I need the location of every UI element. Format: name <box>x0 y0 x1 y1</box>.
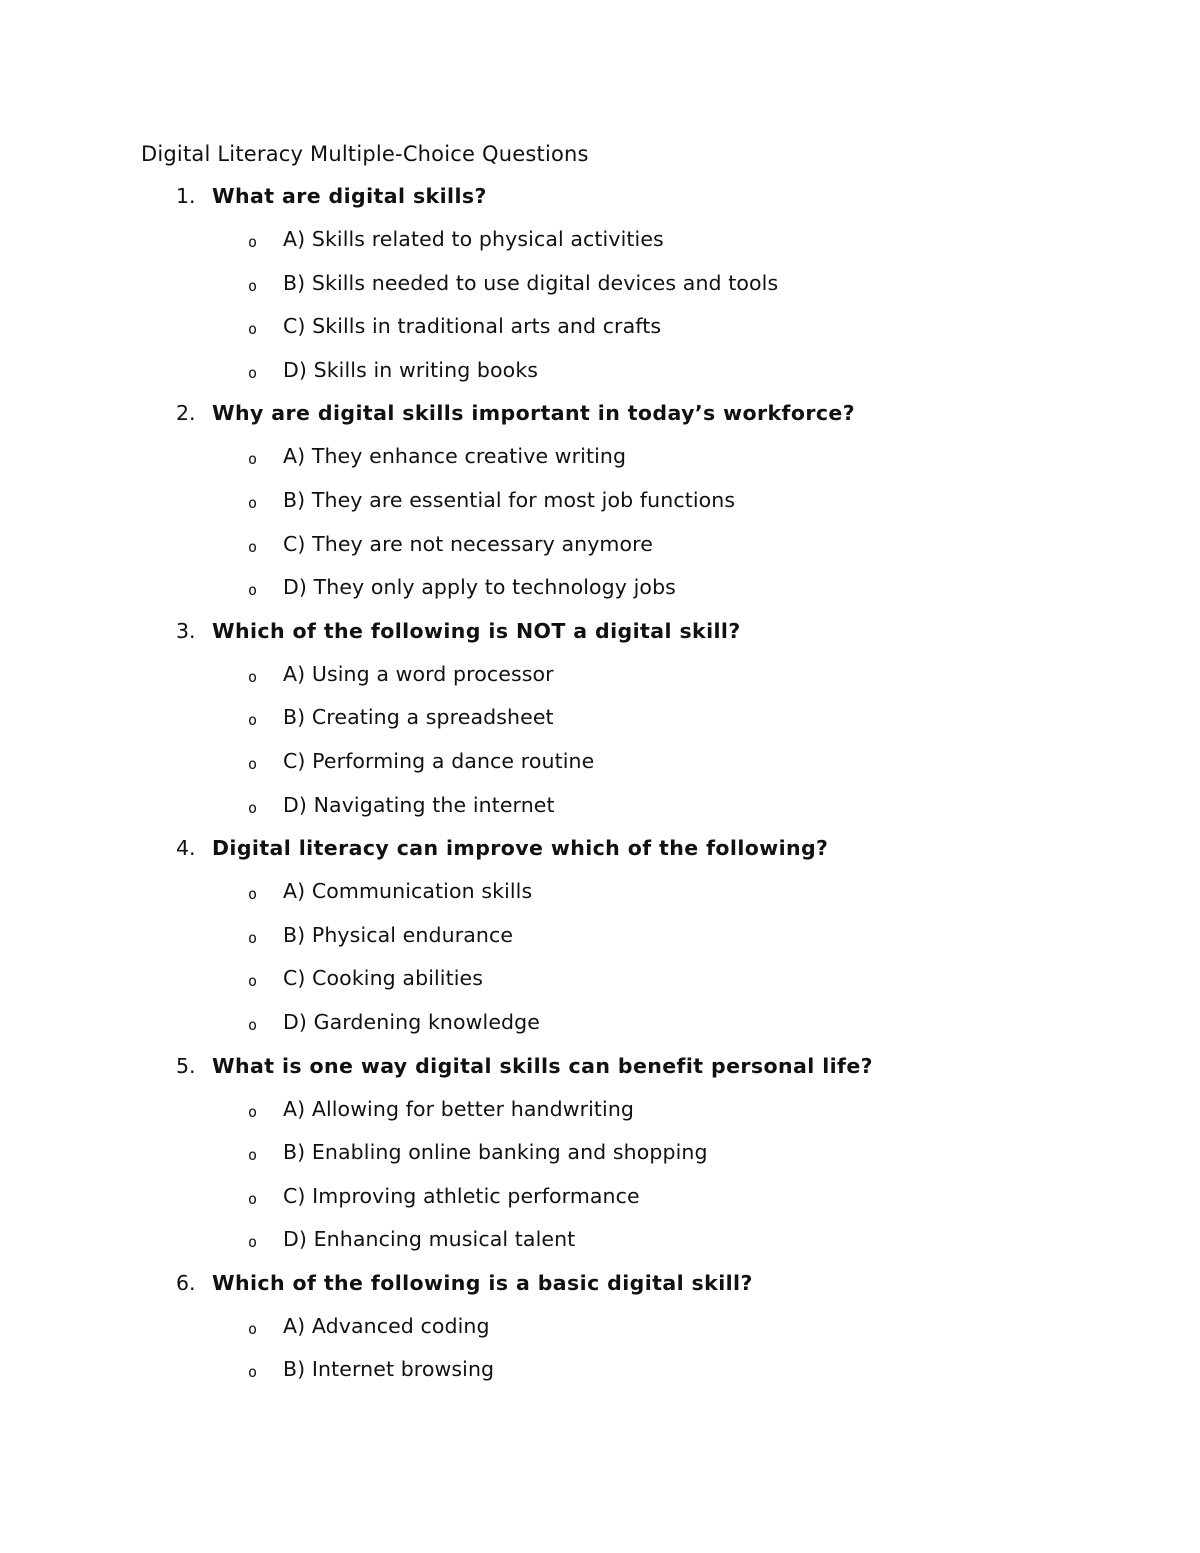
answer-option-text: B) Creating a spreadsheet <box>283 705 554 730</box>
circle-bullet-icon: o <box>248 1319 258 1338</box>
answer-option-text: B) Internet browsing <box>283 1357 495 1382</box>
answer-option <box>0 486 1200 530</box>
circle-bullet-icon: o <box>248 928 258 947</box>
question-text: Which of the following is a basic digital skill? <box>212 1270 753 1295</box>
answer-option <box>0 356 1200 400</box>
circle-bullet-icon: o <box>248 537 258 556</box>
question-number: 2. <box>176 401 196 426</box>
circle-bullet-icon: o <box>248 667 258 686</box>
question-line <box>0 182 1200 225</box>
answer-option-text: B) They are essential for most job functions <box>283 487 736 512</box>
answer-option-text: A) Using a word processor <box>283 661 554 686</box>
answer-option <box>0 1225 1200 1269</box>
answer-option-text: D) They only apply to technology jobs <box>283 575 676 600</box>
question-number: 3. <box>176 618 196 643</box>
question-text: Digital literacy can improve which of the following? <box>212 836 829 861</box>
answer-option-text: C) Skills in traditional arts and crafts <box>283 314 662 339</box>
answer-option <box>0 703 1200 747</box>
answer-option <box>0 877 1200 921</box>
answer-option-text: A) Allowing for better handwriting <box>283 1096 635 1121</box>
circle-bullet-icon: o <box>248 320 258 339</box>
answer-option-text: A) Communication skills <box>283 879 533 904</box>
answer-option <box>0 1008 1200 1052</box>
circle-bullet-icon: o <box>248 1015 258 1034</box>
circle-bullet-icon: o <box>248 450 258 469</box>
answer-option <box>0 225 1200 269</box>
answer-option <box>0 964 1200 1008</box>
answer-option-text: D) Enhancing musical talent <box>283 1227 576 1252</box>
question-line <box>0 834 1200 877</box>
question-number: 5. <box>176 1053 196 1078</box>
answer-option-text: A) Advanced coding <box>283 1313 490 1338</box>
answer-option-text: C) Improving athletic performance <box>283 1183 640 1208</box>
answer-option <box>0 660 1200 704</box>
document-title: Digital Literacy Multiple-Choice Questions <box>141 142 589 166</box>
question-5 <box>0 1052 1200 1269</box>
question-text: Which of the following is NOT a digital skill? <box>212 618 741 643</box>
circle-bullet-icon: o <box>248 711 258 730</box>
answer-option-text: B) Physical endurance <box>283 922 514 947</box>
circle-bullet-icon: o <box>248 493 258 512</box>
answer-option <box>0 1182 1200 1226</box>
circle-bullet-icon: o <box>248 798 258 817</box>
circle-bullet-icon: o <box>248 1363 258 1382</box>
question-line <box>0 1269 1200 1312</box>
question-line <box>0 1052 1200 1095</box>
question-number: 1. <box>176 184 196 208</box>
circle-bullet-icon: o <box>248 233 258 251</box>
question-3 <box>0 617 1200 834</box>
answer-option <box>0 530 1200 574</box>
answer-option <box>0 312 1200 356</box>
answer-option <box>0 747 1200 791</box>
question-4 <box>0 834 1200 1051</box>
answer-option <box>0 1138 1200 1182</box>
answer-option <box>0 442 1200 486</box>
question-text: Why are digital skills important in today’s workforce? <box>212 401 855 426</box>
circle-bullet-icon: o <box>248 754 258 773</box>
answer-option <box>0 1095 1200 1139</box>
answer-option <box>0 269 1200 313</box>
answer-option-text: B) Enabling online banking and shopping <box>283 1140 708 1165</box>
answer-option-text: C) Cooking abilities <box>283 966 484 991</box>
question-6 <box>0 1269 1200 1399</box>
circle-bullet-icon: o <box>248 1233 258 1252</box>
circle-bullet-icon: o <box>248 972 258 991</box>
answer-option <box>0 921 1200 965</box>
question-number: 6. <box>176 1270 196 1295</box>
answer-option <box>0 573 1200 617</box>
question-text: What is one way digital skills can benefit personal life? <box>212 1053 873 1078</box>
circle-bullet-icon: o <box>248 363 258 382</box>
question-text: What are digital skills? <box>212 184 487 208</box>
circle-bullet-icon: o <box>248 885 258 904</box>
question-list <box>0 182 1200 1399</box>
answer-option <box>0 1355 1200 1399</box>
answer-option-text: D) Gardening knowledge <box>283 1009 540 1034</box>
answer-option-text: B) Skills needed to use digital devices and tools <box>283 270 779 295</box>
circle-bullet-icon: o <box>248 1189 258 1208</box>
circle-bullet-icon: o <box>248 276 258 295</box>
answer-option-text: D) Navigating the internet <box>283 792 555 817</box>
question-line <box>0 617 1200 660</box>
question-1 <box>0 182 1200 399</box>
circle-bullet-icon: o <box>248 581 258 600</box>
answer-option <box>0 1312 1200 1356</box>
answer-option-text: A) They enhance creative writing <box>283 444 627 469</box>
circle-bullet-icon: o <box>248 1102 258 1121</box>
answer-option-text: A) Skills related to physical activities <box>283 227 664 251</box>
circle-bullet-icon: o <box>248 1146 258 1165</box>
answer-option-text: D) Skills in writing books <box>283 357 539 382</box>
answer-option-text: C) They are not necessary anymore <box>283 531 653 556</box>
question-2 <box>0 399 1200 616</box>
answer-option-text: C) Performing a dance routine <box>283 748 595 773</box>
answer-option <box>0 791 1200 835</box>
question-number: 4. <box>176 836 196 861</box>
question-line <box>0 399 1200 442</box>
